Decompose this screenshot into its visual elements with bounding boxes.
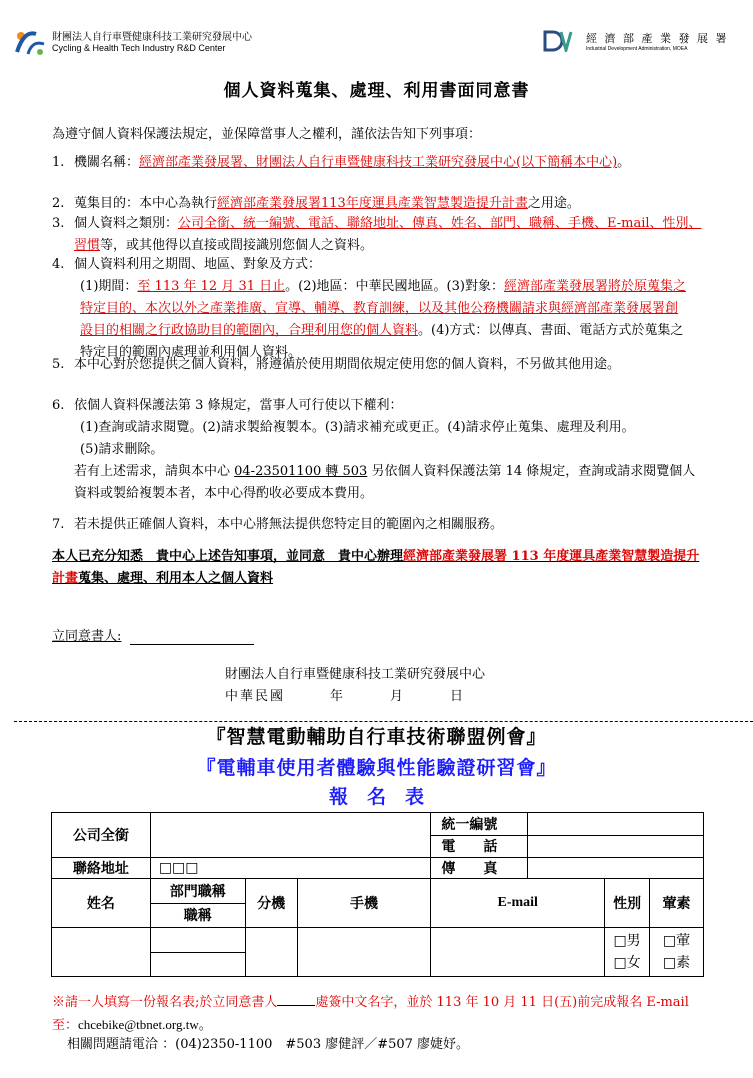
tax-id-label: 統一編號 xyxy=(431,813,528,836)
contact-phone: 04-23501100 轉 503 xyxy=(234,464,368,479)
gender-options xyxy=(605,928,650,977)
note-text: ※請一人填寫一份報名表;於立同意書人 xyxy=(52,995,278,1010)
fax-label: 傳 真 xyxy=(431,858,528,879)
item-head: 個人資料利用之期間、地區、對象及方式： xyxy=(74,257,322,272)
gender-male-checkbox[interactable]: □男 xyxy=(613,933,641,949)
address-label: 聯絡地址 xyxy=(52,858,151,879)
consent-intro: 為遵守個人資料保護法規定，並保障當事人之權利，謹依法告知下列事項： xyxy=(52,127,482,142)
agreement-project: 經濟部產業發展署 113 年度運具產業智慧製造提升計畫 xyxy=(52,549,700,586)
email-header: E-mail xyxy=(431,879,605,928)
consent-item-1 xyxy=(52,152,702,174)
fax-input[interactable] xyxy=(528,858,704,879)
gender-female-checkbox[interactable]: □女 xyxy=(613,955,641,971)
reg-title-2: 『電輔車使用者體驗與性能驗證研習會』 xyxy=(196,757,557,779)
email-input[interactable] xyxy=(431,928,605,977)
company-input[interactable] xyxy=(150,813,431,858)
consent-title: 個人資料蒐集、處理、利用書面同意書 xyxy=(223,81,530,101)
agreement-statement xyxy=(52,546,702,590)
title-input[interactable] xyxy=(150,952,245,977)
rights-list-2: (5)請求刪除。 xyxy=(80,442,164,457)
item-head: 依個人資料保護法第 3 條規定，當事人可行使以下權利： xyxy=(74,398,403,413)
registration-note xyxy=(52,992,702,1037)
item-text: 本中心對於您提供之個人資料，將遵循於使用期間依規定使用您的個人資料，不另做其他用途。 xyxy=(74,357,621,372)
footer-org: 財團法人自行車暨健康科技工業研究發展中心 xyxy=(225,667,486,682)
diet-meat-checkbox[interactable]: □葷 xyxy=(662,933,691,949)
project-name: 經濟部產業發展署113年度運具產業智慧製造提升計畫 xyxy=(217,196,528,211)
registration-table xyxy=(51,812,704,977)
contact-text: 另依個人資料保護法第 14 條規定，查詢或請求閱覽個人資料或製給複製本者，本中心得酌收必要成本費用。 xyxy=(74,464,696,501)
reg-title-3: 報 名 表 xyxy=(328,786,424,808)
signature-line[interactable] xyxy=(130,644,254,645)
item-text: 之用途。 xyxy=(527,196,580,211)
consent-item-6 xyxy=(52,395,702,505)
consent-item-5 xyxy=(52,354,702,376)
ida-name-cn: 經 濟 部 產 業 發 展 署 xyxy=(586,32,729,45)
item-text: 個人資料之類別： xyxy=(74,216,179,231)
item-text: 若未提供正確個人資料，本中心將無法提供您特定目的範圍內之相關服務。 xyxy=(74,517,504,532)
ext-input[interactable] xyxy=(245,928,297,977)
company-label: 公司全銜 xyxy=(52,813,151,858)
contact-text: 若有上述需求，請與本中心 xyxy=(74,464,235,479)
item-text: 蒐集目的：本中心為執行 xyxy=(74,196,218,211)
agency-names: 經濟部產業發展署、財團法人自行車暨健康科技工業研究發展中心(以下簡稱本中心) xyxy=(139,155,618,170)
item-label: 機關名稱： xyxy=(74,155,140,170)
contact-email[interactable]: chcebike@tbnet.org.tw xyxy=(78,1017,199,1032)
date-line: 中華民國 年 月 日 xyxy=(225,689,466,704)
note-text: 處簽中文名字，並於 113 年 10 月 11 日(五)前完成報名 E-mail 至： xyxy=(52,995,689,1033)
dept-title-header: 部門職稱 xyxy=(150,879,245,904)
consent-item-2 xyxy=(52,193,702,215)
ida-name-en: Industrial Development Administration, MOEA xyxy=(586,46,688,52)
phone-input[interactable] xyxy=(528,835,704,858)
method-text: 。(4)方式：以傳真、書面、電話方式於蒐集之特定目的範圍內處理並利用個人資料。 xyxy=(80,323,684,360)
mobile-input[interactable] xyxy=(297,928,431,977)
note-blank xyxy=(277,1005,315,1006)
period-value: 至 113 年 12 月 31 日止 xyxy=(137,279,286,294)
diet-options xyxy=(650,928,704,977)
dept-input[interactable] xyxy=(150,928,245,953)
rights-list: (1)查詢或請求閱覽。(2)請求製給複製本。(3)請求補充或更正。(4)請求停止蒐集、處理及利用。 xyxy=(80,420,635,435)
center-name-en: Cycling & Health Tech Industry R&D Center xyxy=(52,43,226,53)
data-categories: 公司全銜、統一編號、電話、聯絡地址、傳真、姓名、部門、職稱、手機、E-mail、性別、習慣 xyxy=(74,216,702,253)
item-number: 7. xyxy=(52,517,65,532)
contact-note: 相關問題請電洽 ：(04)2350-1100 #503 廖健評／#507 廖婕妤。 xyxy=(67,1037,470,1052)
item-tail: 。 xyxy=(617,155,631,170)
item-number: 1. xyxy=(52,155,65,170)
address-input[interactable]: □□□ xyxy=(150,858,431,879)
tax-id-input[interactable] xyxy=(528,813,704,836)
item-number: 4. xyxy=(52,257,65,272)
name-input[interactable] xyxy=(52,928,151,977)
item-number: 6. xyxy=(52,398,65,413)
ext-header: 分機 xyxy=(245,879,297,928)
note-end: 。 xyxy=(198,1018,212,1033)
period-label: (1)期間： xyxy=(80,279,138,294)
title-header: 職稱 xyxy=(150,903,245,928)
signer-label: 立同意書人: xyxy=(52,629,122,644)
diet-header: 葷素 xyxy=(650,879,704,928)
item-text: 等，或其他得以直接或間接識別您個人之資料。 xyxy=(100,238,374,253)
center-name-cn: 財團法人自行車暨健康科技工業研究發展中心 xyxy=(52,32,252,43)
center-logo xyxy=(14,26,48,58)
consent-item-7 xyxy=(52,514,702,536)
item-number: 2. xyxy=(52,196,65,211)
agreement-text: 蒐集、處理、利用本人之個人資料 xyxy=(78,571,274,586)
phone-label: 電 話 xyxy=(431,835,528,858)
name-header: 姓名 xyxy=(52,879,151,928)
gender-header: 性別 xyxy=(605,879,650,928)
reg-title-1: 『智慧電動輔助自行車技術聯盟例會』 xyxy=(206,726,547,748)
diet-veg-checkbox[interactable]: □素 xyxy=(662,955,691,971)
item-number: 5. xyxy=(52,357,65,372)
consent-item-4 xyxy=(52,254,702,364)
mobile-header: 手機 xyxy=(297,879,431,928)
agreement-text: 本人已充分知悉 貴中心上述告知事項，並同意 貴中心辦理 xyxy=(52,549,404,564)
ida-logo xyxy=(543,30,573,52)
region-text: 。(2)地區：中華民國地區。(3)對象： xyxy=(285,279,504,294)
target-text: 經濟部產業發展署將於原蒐集之特定目的、本次以外之產業推廣、宣導、輔導、教育訓練，以及其他公務機關請求與經濟部產業發展署創設目的相關之行政協助目的範圍內，合理利用您的個人資料 xyxy=(80,279,686,338)
consent-item-3 xyxy=(52,213,702,257)
item-number: 3. xyxy=(52,216,65,231)
